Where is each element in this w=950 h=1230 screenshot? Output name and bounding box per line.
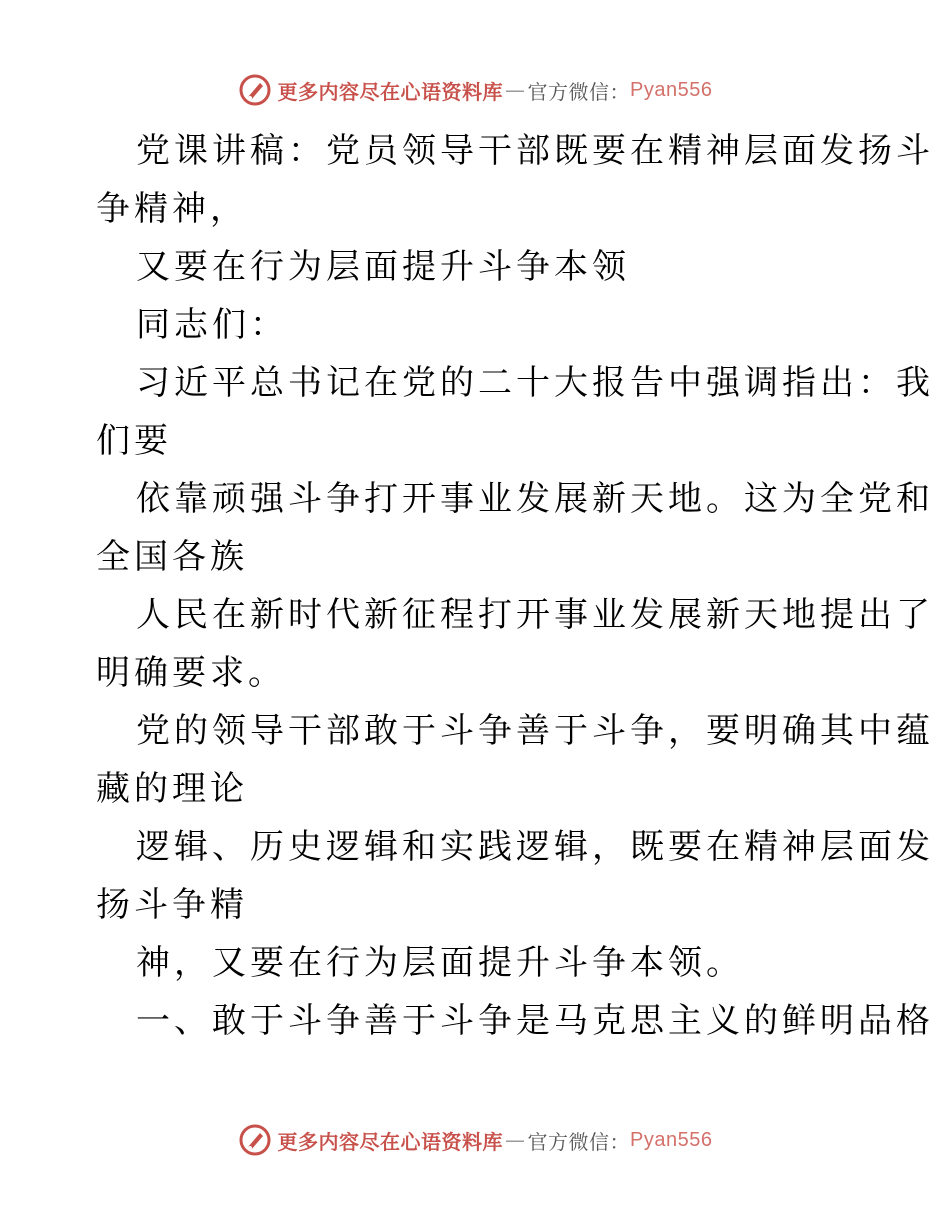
banner-site-name: 更多内容尽在心语资料库 (277, 1129, 504, 1154)
banner-account: Pyan556 (630, 78, 713, 101)
footer-watermark-banner (0, 1120, 950, 1160)
pen-nib-logo-icon (238, 1123, 272, 1157)
banner-account: Pyan556 (630, 1128, 713, 1151)
document-line: 逻辑、历史逻辑和实践逻辑，既要在精神层面发 (136, 827, 934, 867)
document-line: 人民在新时代新征程打开事业发展新天地提出了 (136, 595, 934, 635)
document-line: 同志们： (136, 305, 288, 345)
document-line: 们要 (96, 421, 172, 461)
banner-wechat-label: 官方微信： (527, 1129, 631, 1154)
document-line: 明确要求。 (96, 653, 286, 693)
document-line: 又要在行为层面提升斗争本领 (136, 247, 630, 287)
document-line: 全国各族 (96, 537, 248, 577)
document-line: 一、敢于斗争善于斗争是马克思主义的鲜明品格 (136, 1001, 934, 1041)
document-body (96, 122, 934, 1050)
document-line: 神，又要在行为层面提升斗争本领。 (136, 943, 744, 983)
banner-dash: — (505, 1128, 526, 1152)
banner-dash: — (505, 78, 526, 102)
document-line: 争精神， (96, 189, 248, 229)
document-line: 党课讲稿：党员领导干部既要在精神层面发扬斗 (136, 131, 934, 171)
document-line: 党的领导干部敢于斗争善于斗争，要明确其中蕴 (136, 711, 934, 751)
document-line: 依靠顽强斗争打开事业发展新天地。这为全党和 (136, 479, 934, 519)
banner-site-name: 更多内容尽在心语资料库 (277, 79, 504, 104)
document-line: 藏的理论 (96, 769, 248, 809)
document-line: 习近平总书记在党的二十大报告中强调指出：我 (136, 363, 934, 403)
banner-wechat-label: 官方微信： (527, 79, 631, 104)
pen-nib-logo-icon (238, 73, 272, 107)
document-line: 扬斗争精 (96, 885, 248, 925)
header-watermark-banner (0, 70, 950, 110)
